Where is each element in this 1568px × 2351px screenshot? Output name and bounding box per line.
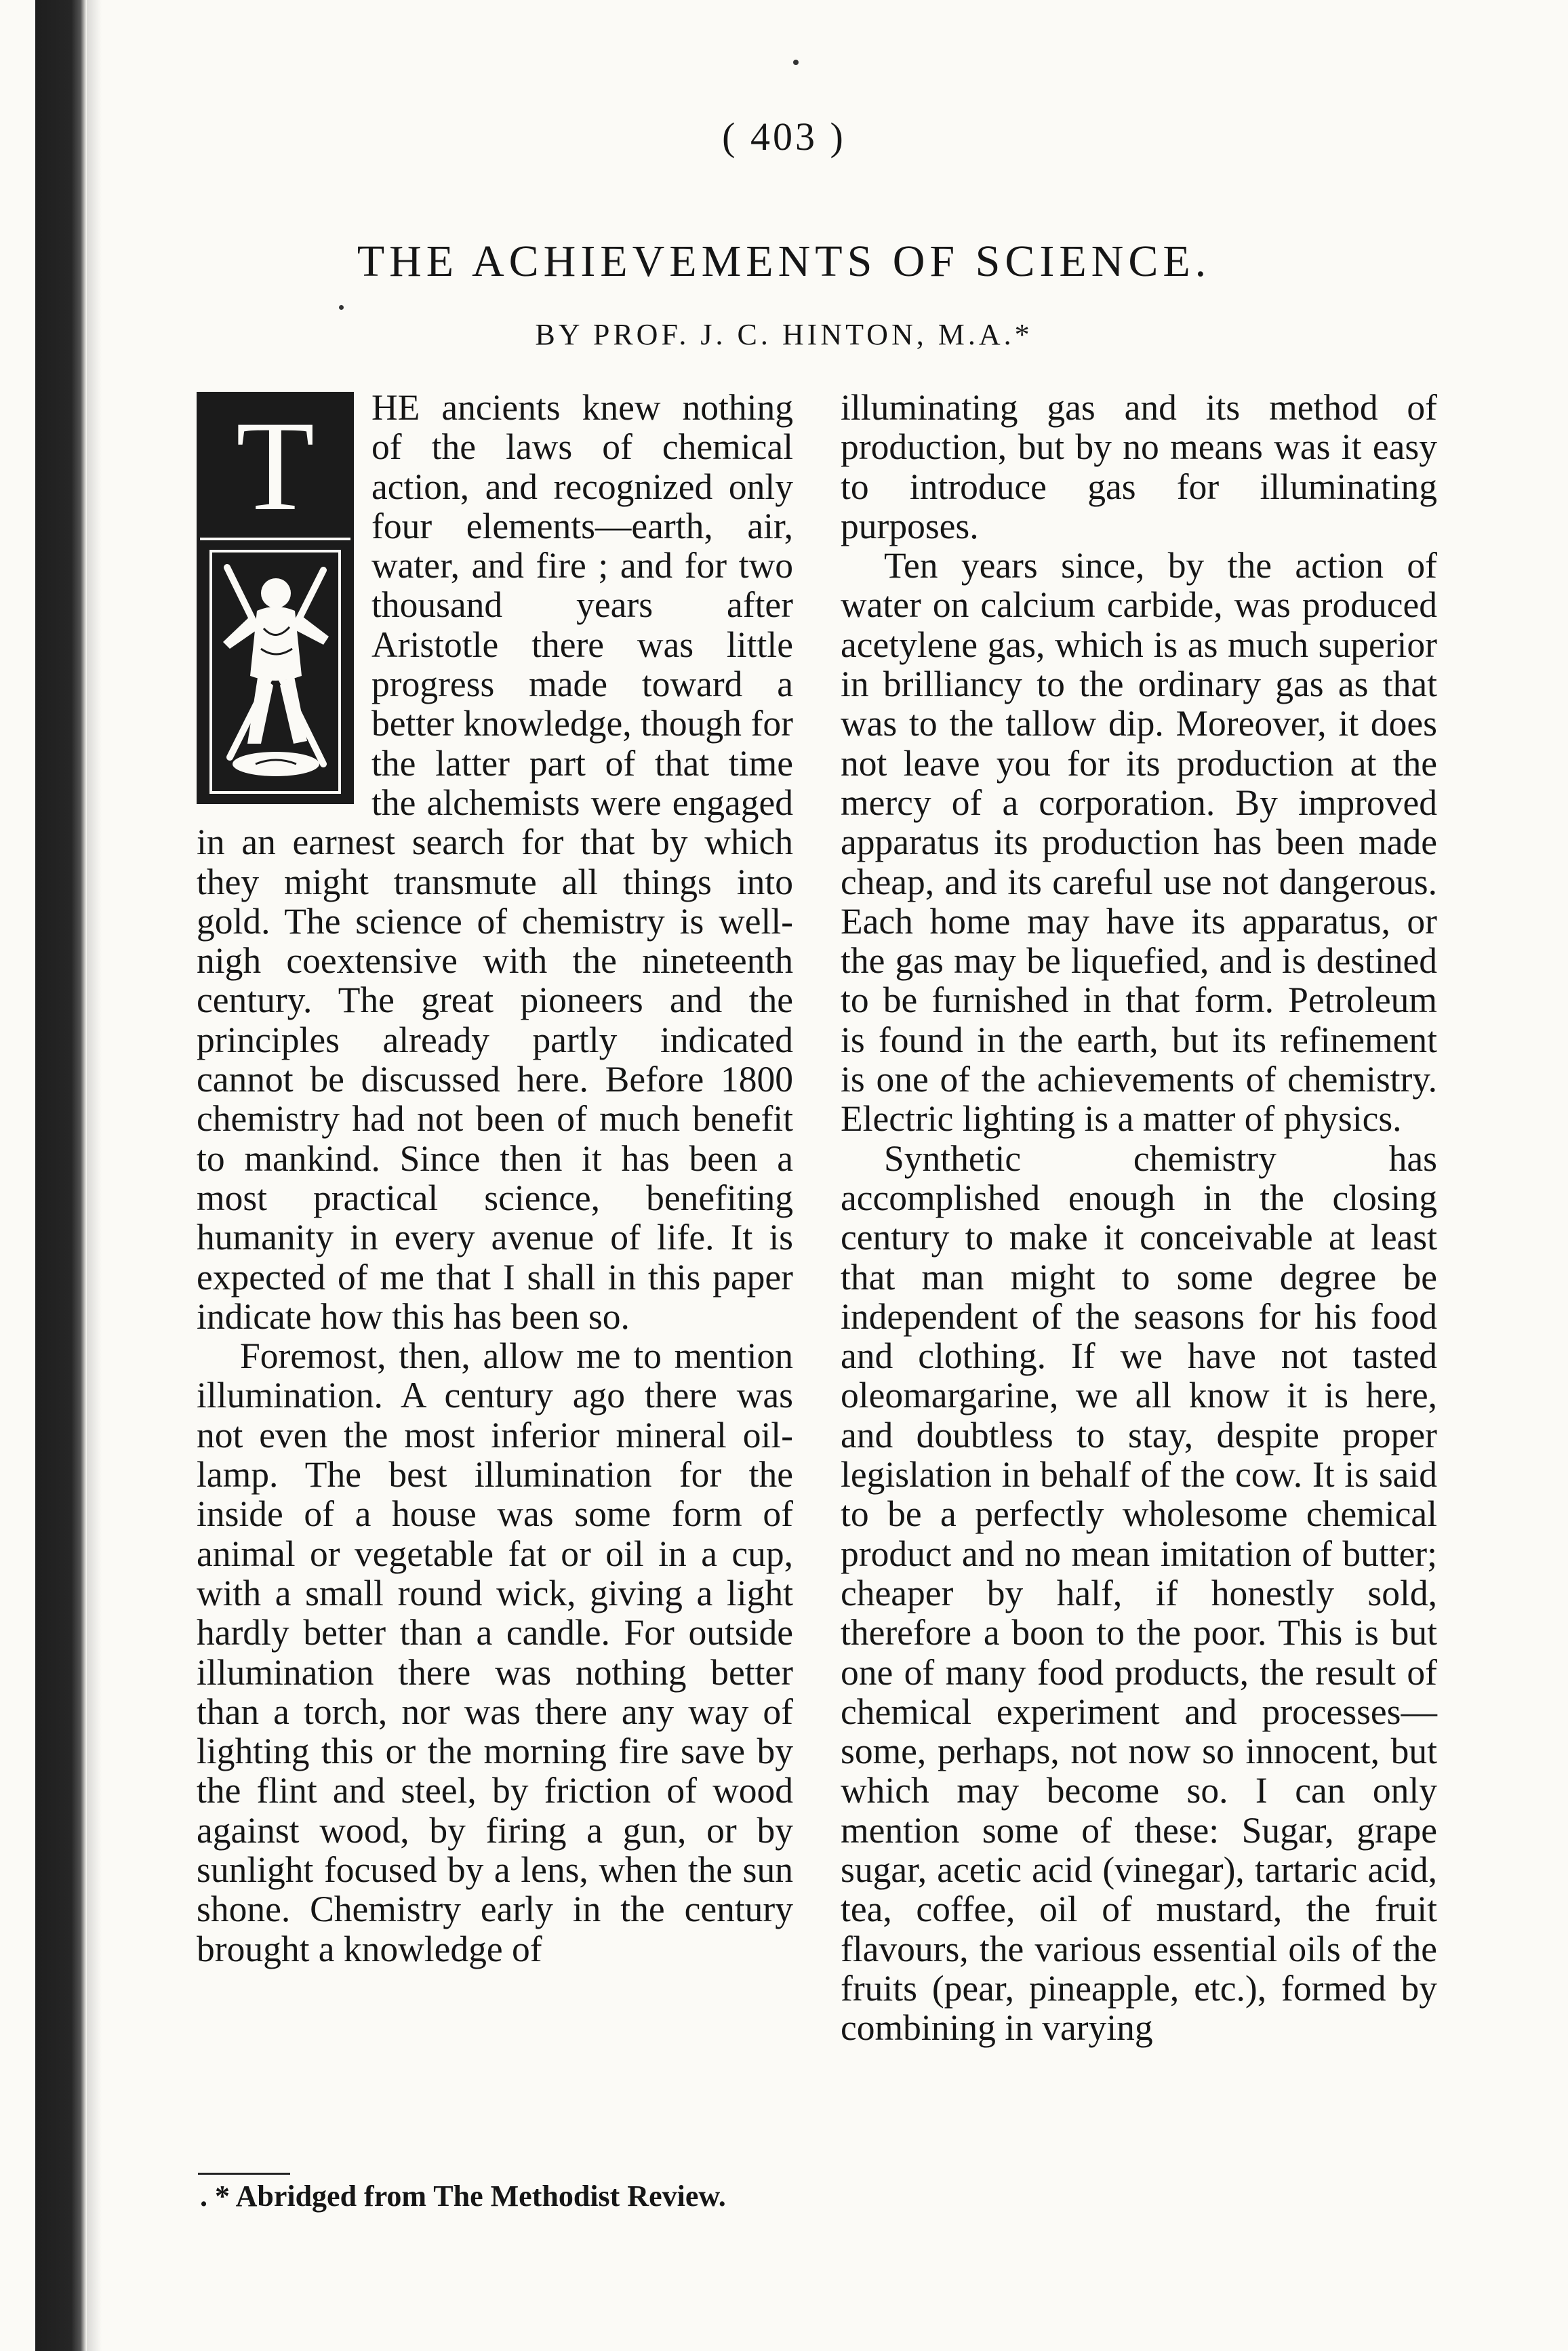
footnote: . * Abridged from The Methodist Review. <box>200 2179 726 2213</box>
scan-speck <box>793 60 799 65</box>
page-number: ( 403 ) <box>722 115 846 159</box>
ornamental-figure-icon <box>200 540 350 803</box>
footnote-rule <box>198 2173 290 2175</box>
scan-edge <box>35 0 87 2351</box>
paragraph-synthetic-chemistry: Synthetic chemistry has accomplished enough in the closing century to make it conceivable at least that man might to some degree be independent of the seasons for his food and clothing. If we have not tasted oleomargarine, we all know it is here, and doubtless to stay, despite proper legislation in behalf of the cow. It is said to be a perfectly wholesome chemical product and no mean imitation of butter; cheaper by half, if honestly sold, therefore a boon to the poor. This is but one of many food products, the result of chemical experiment and processes—some, perhaps, not now so innocent, but which may become so. I can only mention some of these: Sugar, grape sugar, acetic acid (vinegar), tartaric acid, tea, coffee, oil of mustard, the fruit flavours, the various essential oils of the fruits (pear, pineapple, etc.), formed by combining in varying <box>841 1138 1437 2049</box>
paragraph-continuation: illuminating gas and its method of production, but by no means was it easy to introduce gas for illuminating purposes. <box>841 387 1437 546</box>
byline: BY PROF. J. C. HINTON, M.A.* <box>535 318 1033 351</box>
right-column <box>841 388 1437 2177</box>
paragraph-intro: HE ancients knew nothing of the laws of chemical action, and recognized only four elements—earth, air, water, and fire ; and for two thousand years after Aristotle there was little progress made toward a better knowledge, though for the latter part of that time the alchemists were engaged in an earnest search for that by which they might transmute all things into gold. The science of chemistry is well-nigh coextensive with the nineteenth century. The great pioneers and the principles already partly indicated cannot be discussed here. Before 1800 chemistry had not been of much benefit to mankind. Since then it has been a most practical science, benefiting humanity in every avenue of life. It is expected of me that I shall in this paper indicate how this has been so. <box>197 387 793 1337</box>
article-title: THE ACHIEVEMENTS OF SCIENCE. <box>357 237 1211 286</box>
paragraph-illumination: Foremost, then, allow me to mention illumination. A century ago there was not even the most inferior mineral oil-lamp. The best illumination for the inside of a house was some form of animal or vegetable fat or oil in a cup, with a small round wick, giving a light hardly better than a candle. For outside illumination there was nothing better than a torch, nor was there any way of lighting this or the morning fire save by the flint and steel, by friction of wood against wood, by firing a gun, or by sunlight focused by a lens, when the sun shone. Chemistry early in the century brought a knowledge of <box>197 1335 793 1969</box>
scan-edge-shadow <box>87 0 102 2351</box>
drop-cap-letter: T <box>200 395 350 540</box>
scan-speck <box>339 305 344 310</box>
paragraph-acetylene: Ten years since, by the action of water on calcium carbide, was produced acetylene gas, which is as much superior in brilliancy to the ordinary gas as that was to the tallow dip. Moreover, it does not leave you for its production at the mercy of a corporation. By improved apparatus its production has been made cheap, and its careful use not dangerous. Each home may have its apparatus, or the gas may be liquefied, and is destined to be furnished in that form. Petroleum is found in the earth, but its refinement is one of the achievements of chemistry. Electric lighting is a matter of physics. <box>841 545 1437 1140</box>
drop-cap <box>197 392 354 804</box>
left-column <box>197 388 793 2164</box>
